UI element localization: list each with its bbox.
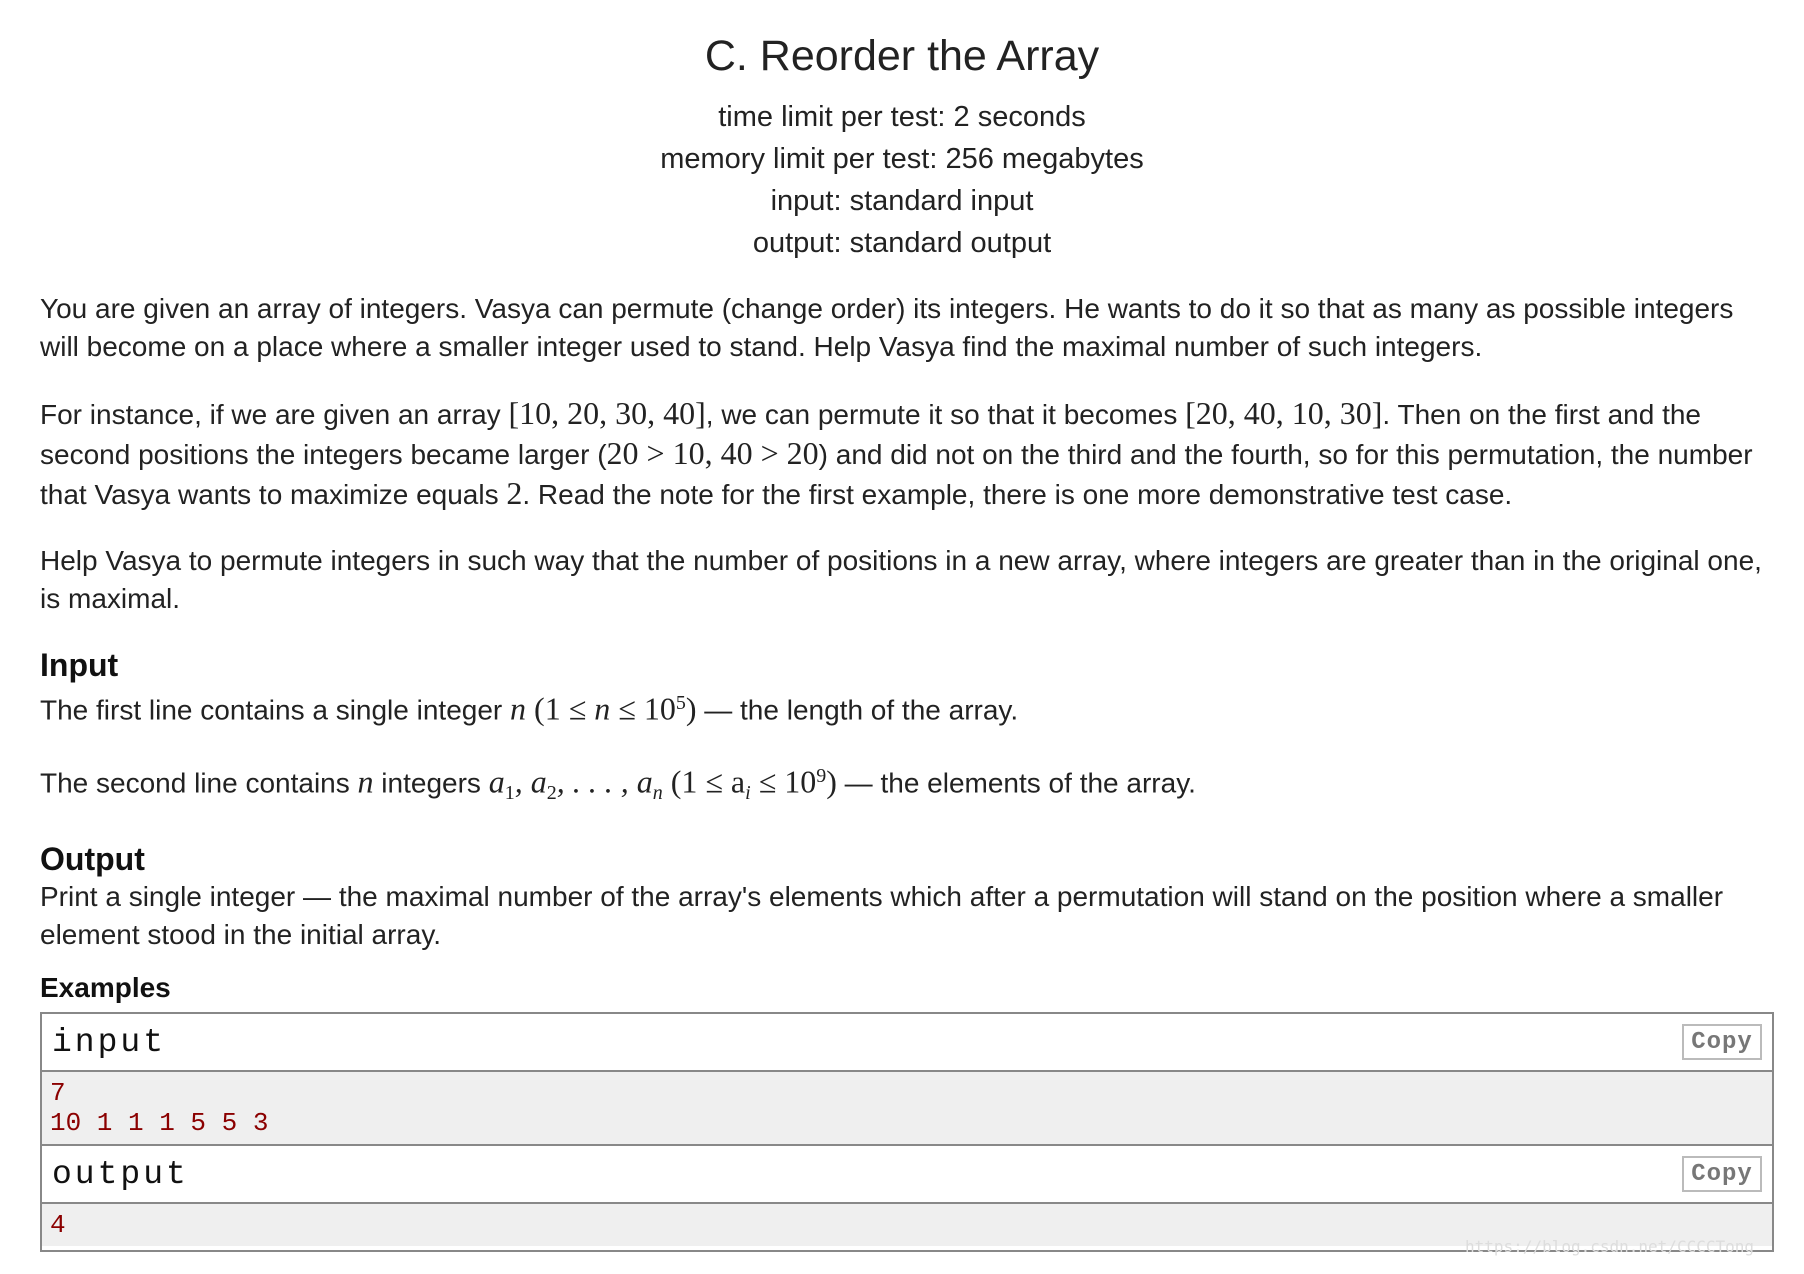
input-line-1-range-a: (1 ≤ (526, 690, 595, 727)
input-line-2-text-a: The second line contains (40, 767, 358, 799)
input-line-1-var: n (510, 690, 527, 727)
input-line-2-sub-n: n (652, 782, 663, 805)
example-input-header (42, 1014, 1772, 1072)
p2-array-2: [20, 40, 10, 30] (1185, 395, 1383, 431)
statement-paragraph-3: Help Vasya to permute integers in such way that the number of positions in a new array, where integers are greater than in the original one, is maximal. (40, 545, 1762, 614)
input-line-1-range-c: ) (685, 690, 697, 727)
input-line-2-sub-i: i (745, 782, 751, 805)
input-line-2-var: n (357, 763, 374, 800)
input-line-2-text-b: integers (373, 767, 489, 799)
problem-statement (40, 290, 1780, 982)
p2-inequality: 20 > 10, 40 > 20 (606, 435, 819, 471)
example-input-body (42, 1072, 1772, 1146)
memory-limit: memory limit per test: 256 megabytes (660, 143, 1144, 175)
output-heading: Output (40, 841, 145, 878)
statement-paragraph-1: You are given an array of integers. Vasya can permute (change order) its integers. He wants to do it so that as many as possible integers will become on a place where a smaller integer used to stand. Help Vasya find the maximal number of such integers. (40, 293, 1734, 362)
example-input-line-1: 7 (50, 1078, 66, 1108)
input-line-1-text-b: — the length of the array. (696, 694, 1019, 726)
problem-header (0, 0, 1804, 264)
input-line-2-sub-1: 1 (504, 782, 515, 805)
copy-input-button[interactable]: Copy (1682, 1024, 1762, 1060)
input-line-2-seq: a (488, 763, 505, 800)
input-line-2-range-c: ) (826, 763, 837, 800)
statement-paragraph-2 (40, 394, 1780, 514)
example-output-line-1: 4 (50, 1210, 66, 1240)
input-line-2 (40, 757, 1780, 812)
example-box (40, 1012, 1774, 1252)
input-line-2-sep-2: , . . . , a (556, 763, 653, 800)
input-line-2-sep-1: , a (514, 763, 547, 800)
input-line-2-text-c: — the elements of the array. (836, 767, 1196, 799)
p2-text-d: ) and did not on the third and the fourth, so for this permutation, the number that Vasya wants to maximize equals (40, 439, 1753, 510)
p2-text-c: . Then on the first and the second positions the integers became larger ( (40, 399, 1702, 470)
p2-text-b: , we can permute it so that it becomes (705, 399, 1186, 430)
input-line-1-range-b: ≤ 10 (610, 690, 676, 727)
example-input-line-2: 10 1 1 1 5 5 3 (50, 1108, 269, 1138)
copy-output-button[interactable]: Copy (1682, 1156, 1762, 1192)
input-line-2-exponent: 9 (816, 765, 827, 788)
p2-text-e: . Read the note for the first example, there is one more demonstrative test case. (522, 479, 1513, 510)
input-line-2-range-b: ≤ 10 (750, 763, 817, 800)
example-output-label: output (52, 1156, 189, 1193)
example-input-label: input (52, 1024, 167, 1061)
output-source: output: standard output (752, 227, 1052, 259)
problem-title: C. Reorder the Array (704, 32, 1100, 80)
input-line-2-range-a: (1 ≤ a (662, 763, 746, 800)
input-heading: Input (40, 647, 119, 683)
input-line-1-text-a: The first line contains a single integer (40, 694, 511, 726)
input-source: input: standard input (770, 185, 1034, 217)
output-description: Print a single integer — the maximal number of the array's elements which after a permutation will stand on the position where a smaller element stood in the initial array. (40, 881, 1724, 951)
input-line-1-range-var: n (594, 690, 611, 727)
input-line-1-exponent: 5 (675, 692, 686, 714)
input-line-1 (40, 684, 1780, 729)
watermark: https://blog.csdn.net/CCCCTong (1465, 1237, 1754, 1256)
input-line-2-sub-2: 2 (546, 782, 557, 805)
example-output-header (42, 1146, 1772, 1204)
time-limit: time limit per test: 2 seconds (718, 101, 1086, 133)
p2-text-a: For instance, if we are given an array (40, 399, 509, 430)
examples-label: Examples (40, 972, 171, 1003)
p2-number: 2 (506, 475, 523, 511)
p2-array-1: [10, 20, 30, 40] (508, 395, 706, 431)
